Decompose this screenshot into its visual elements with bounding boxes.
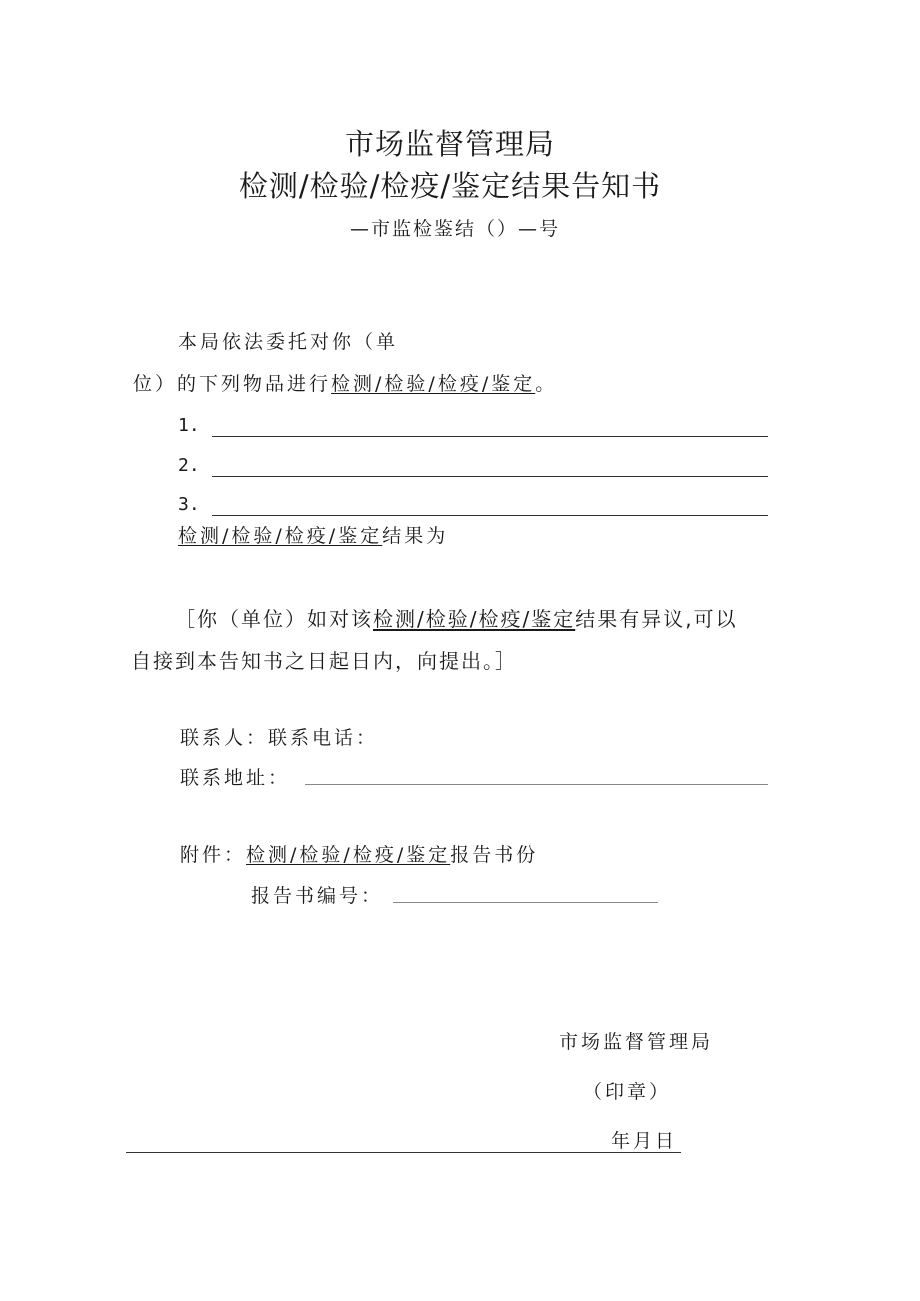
result-suffix: 结果为 — [382, 525, 449, 547]
result-line — [178, 521, 448, 548]
document-subtitle: 检测/检验/检疫/鉴定结果告知书 — [238, 169, 662, 203]
contact-person-phone: 联系人：联系电话： — [180, 727, 379, 749]
objection-suffix: 结果有异议,可以 — [575, 607, 738, 631]
report-number-blank-line[interactable] — [393, 902, 658, 903]
attachment-prefix: 附件： — [180, 844, 247, 866]
objection-prefix: ［你（单位）如对该 — [175, 607, 373, 631]
intro-line-2-prefix: 位）的下列物品进行 — [133, 373, 332, 395]
objection-inspection-type: 检测/检验/检疫/鉴定 — [373, 607, 576, 631]
objection-line-1 — [175, 603, 738, 632]
item-1-label: 1. — [178, 415, 200, 436]
item-2-label: 2. — [178, 455, 200, 476]
intro-line-2-suffix: 。 — [535, 373, 558, 395]
document-title: 市场监督管理局 — [344, 127, 555, 161]
footer-rule — [126, 1152, 681, 1153]
attachment-inspection-type: 检测/检验/检疫/鉴定 — [246, 844, 451, 866]
contact-address-blank-line[interactable] — [305, 784, 768, 785]
item-1-blank-line[interactable] — [212, 436, 768, 437]
intro-line-2 — [133, 369, 557, 396]
attachment-line — [180, 840, 538, 867]
attachment-suffix: 报告书份 — [450, 844, 539, 866]
item-3-label: 3. — [178, 494, 200, 515]
contact-address-label: 联系地址： — [180, 767, 291, 789]
intro-inspection-type: 检测/检验/检疫/鉴定 — [331, 373, 536, 395]
signature-authority: 市场监督管理局 — [559, 1031, 714, 1053]
objection-line-2: 自接到本告知书之日起日内，向提出。］ — [131, 649, 517, 673]
result-inspection-type: 检测/检验/检疫/鉴定 — [178, 525, 383, 547]
signature-date: 年月日 — [611, 1130, 678, 1152]
signature-seal: （印章） — [583, 1081, 672, 1103]
item-3-blank-line[interactable] — [212, 515, 768, 516]
item-2-blank-line[interactable] — [212, 476, 768, 477]
document-number: —市监检鉴结（）—号 — [349, 218, 560, 240]
report-number-label: 报告书编号： — [251, 885, 384, 907]
intro-line-1: 本局依法委托对你（单 — [178, 331, 399, 353]
